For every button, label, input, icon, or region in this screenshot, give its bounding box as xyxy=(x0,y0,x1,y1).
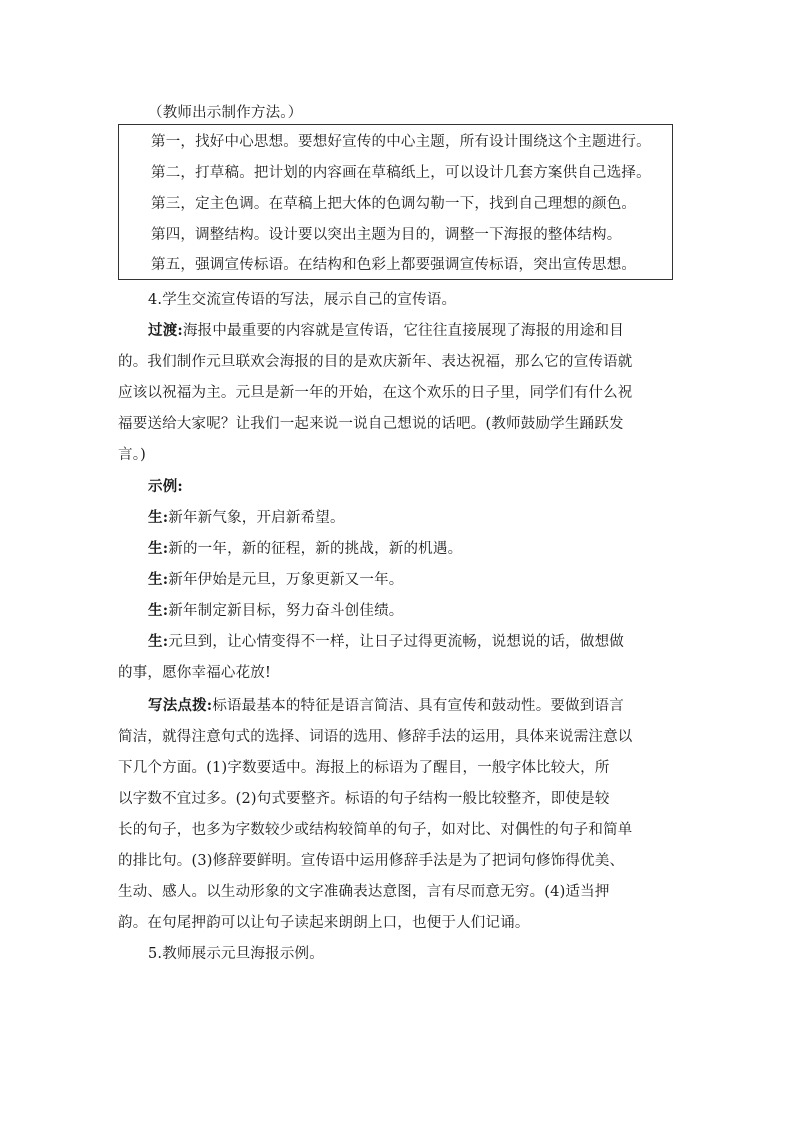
transition-line-5: 言。) xyxy=(118,447,147,463)
tips-line-7: 生动、感人。以生动形象的文字准确表达意图，言有尽而意无穷。(4)适当押 xyxy=(118,884,610,900)
tips-line-3: 下几个方面。(1)字数要适中。海报上的标语为了醒目，一般字体比较大，所 xyxy=(118,760,610,776)
transition-line-3: 应该以祝福为主。元旦是新一年的开始，在这个欢乐的日子里，同学们有什么祝 xyxy=(118,385,633,401)
student-line-2: 生:新的一年，新的征程，新的挑战，新的机遇。 xyxy=(148,540,463,557)
tips-line-6: 的排比句。(3)修辞要鲜明。宣传语中运用修辞手法是为了把词句修饰得优美、 xyxy=(118,853,625,869)
tips-line-8: 韵。在句尾押韵可以让句子读起来朗朗上口，也便于人们记诵。 xyxy=(118,915,530,931)
tips-line-1: 写法点拨:标语最基本的特征是语言简洁、具有宣传和鼓动性。要做到语言 xyxy=(148,697,624,714)
tips-line-4: 以字数不宜过多。(2)句式要整齐。标语的句子结构一般比较整齐，即使是较 xyxy=(118,791,610,807)
item-5-heading: 5.教师展示元旦海报示例。 xyxy=(148,946,324,962)
intro-line: （教师出示制作方法。） xyxy=(148,105,303,121)
example-label: 示例: xyxy=(148,478,183,495)
student-line-4: 生:新年制定新目标，努力奋斗创佳绩。 xyxy=(148,602,404,619)
step-2: 第二，打草稿。把计划的内容画在草稿纸上，可以设计几套方案供自己选择。 xyxy=(151,165,651,181)
step-3: 第三，定主色调。在草稿上把大体的色调勾勒一下，找到自己理想的颜色。 xyxy=(151,196,637,212)
transition-line-1: 过渡:海报中最重要的内容就是宣传语，它往往直接展现了海报的用途和目 xyxy=(148,322,624,339)
tips-line-2: 简洁，就得注意句式的选择、词语的选用、修辞手法的运用，具体来说需注意以 xyxy=(118,729,633,745)
steps-box xyxy=(118,124,673,280)
student-line-1: 生:新年新气象，开启新希望。 xyxy=(148,509,345,526)
step-1: 第一，找好中心思想。要想好宣传的中心主题，所有设计围绕这个主题进行。 xyxy=(151,134,651,150)
transition-label: 过渡: xyxy=(148,322,183,339)
tips-line-5: 长的句子，也多为字数较少或结构较简单的句子，如对比、对偶性的句子和简单 xyxy=(118,822,633,838)
transition-line-4: 福要送给大家呢？让我们一起来说一说自己想说的话吧。(教师鼓励学生踊跃发 xyxy=(118,416,624,432)
student-5-line-2: 的事，愿你幸福心花放! xyxy=(118,665,272,681)
student-line-3: 生:新年伊始是元旦，万象更新又一年。 xyxy=(148,571,404,588)
transition-line-2: 的。我们制作元旦联欢会海报的目的是欢庆新年、表达祝福，那么它的宣传语就 xyxy=(118,354,633,370)
step-4: 第四，调整结构。设计要以突出主题为目的，调整一下海报的整体结构。 xyxy=(151,227,622,243)
item-4-heading: 4.学生交流宣传语的写法，展示自己的宣传语。 xyxy=(148,292,457,308)
student-5-line-1: 生:元旦到，让心情变得不一样，让日子过得更流畅，说想说的话，做想做 xyxy=(148,633,624,650)
step-5: 第五，强调宣传标语。在结构和色彩上都要强调宣传标语，突出宣传思想。 xyxy=(151,257,637,273)
tips-label: 写法点拨: xyxy=(148,697,213,714)
